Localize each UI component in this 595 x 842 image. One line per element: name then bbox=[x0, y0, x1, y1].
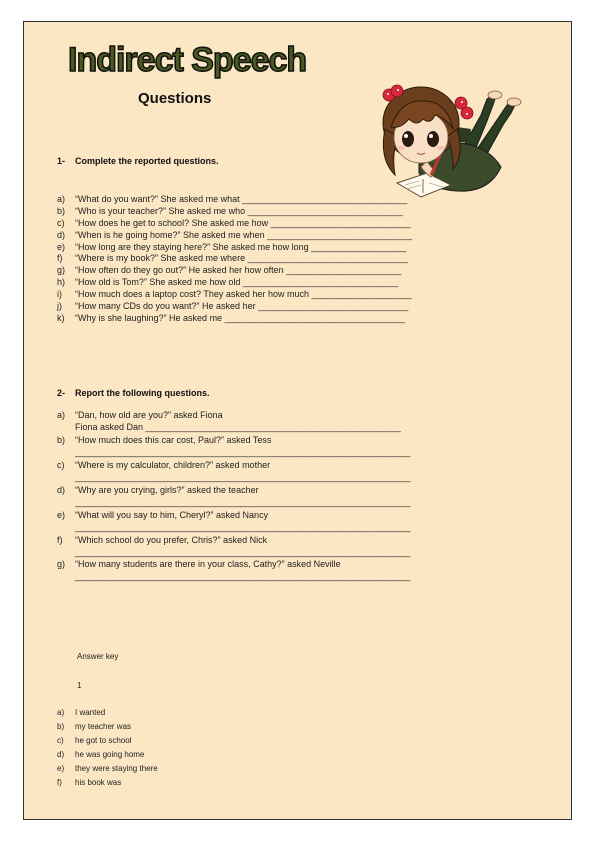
question-text: “How much does this car cost, Paul?” asked Tess bbox=[75, 435, 272, 445]
answer-line: ___________________________________________________________________ bbox=[75, 571, 411, 581]
item-letter: f) bbox=[57, 535, 63, 545]
answer-text: his book was bbox=[75, 778, 122, 787]
answer-line: Fiona asked Dan ___________________________________________________ bbox=[75, 422, 401, 432]
item-text: “How does he get to school? She asked me how ____________________________ bbox=[75, 217, 411, 228]
answer-text: he was going home bbox=[75, 750, 145, 759]
section-2-title: Report the following questions. bbox=[75, 388, 210, 398]
question-text: “Dan, how old are you?” asked Fiona bbox=[75, 410, 223, 420]
item-letter: e) bbox=[57, 764, 65, 773]
worksheet-page bbox=[23, 21, 572, 820]
item-text: “When is he going home?” She asked me when _____________________________ bbox=[75, 229, 413, 240]
item-letter: e) bbox=[57, 241, 66, 252]
answer-line: ___________________________________________________________________ bbox=[75, 447, 411, 457]
item-letter: c) bbox=[57, 460, 65, 470]
girl-reading-illustration bbox=[361, 43, 531, 213]
item-text: “How much does a laptop cost? They asked her how much ____________________ bbox=[75, 289, 412, 300]
answer-line: ___________________________________________________________________ bbox=[75, 522, 411, 532]
item-text: “How many CDs do you want?” He asked her ______________________________ bbox=[75, 301, 409, 312]
item-letter: d) bbox=[57, 229, 66, 240]
list-item bbox=[57, 277, 537, 289]
page-title: Indirect Speech bbox=[68, 41, 307, 79]
item-letter: c) bbox=[57, 736, 64, 745]
item-text: “What do you want?” She asked me what _________________________________ bbox=[75, 194, 408, 204]
item-letter: b) bbox=[57, 435, 66, 445]
section-1-title: Complete the reported questions. bbox=[75, 156, 219, 166]
item-letter: i) bbox=[57, 289, 62, 300]
answer-text: they were staying there bbox=[75, 764, 158, 773]
answer-line: ___________________________________________________________________ bbox=[75, 472, 411, 482]
item-letter: d) bbox=[57, 485, 66, 495]
section-1-number: 1- bbox=[57, 156, 66, 166]
list-item bbox=[57, 265, 537, 277]
list-item bbox=[57, 242, 537, 254]
question-text: “How many students are there in your class, Cathy?” asked Neville bbox=[75, 559, 341, 569]
question-text: “Why are you crying, girls?” asked the teacher bbox=[75, 485, 259, 495]
item-letter: a) bbox=[57, 410, 66, 420]
item-letter: b) bbox=[57, 205, 66, 216]
item-letter: a) bbox=[57, 708, 65, 717]
section-2-number: 2- bbox=[57, 388, 66, 398]
item-letter: g) bbox=[57, 265, 66, 276]
question-text: “Which school do you prefer, Chris?” asked Nick bbox=[75, 535, 268, 545]
item-letter: a) bbox=[57, 194, 66, 204]
item-letter: f) bbox=[57, 778, 62, 787]
section-2-heading bbox=[57, 388, 210, 398]
section-1-list bbox=[57, 194, 537, 325]
item-letter: h) bbox=[57, 277, 66, 288]
item-letter: j) bbox=[57, 301, 62, 312]
answer-text: my teacher was bbox=[75, 722, 132, 731]
item-text: “How often do they go out?” He asked her how often _______________________ bbox=[75, 265, 402, 276]
item-letter: e) bbox=[57, 510, 66, 520]
item-letter: d) bbox=[57, 750, 65, 759]
list-item bbox=[57, 253, 537, 265]
list-item bbox=[57, 194, 537, 206]
answer-line: ___________________________________________________________________ bbox=[75, 547, 411, 557]
answer-line: ___________________________________________________________________ bbox=[75, 497, 411, 507]
item-text: “How long are they staying here?” She asked me how long ___________________ bbox=[75, 241, 407, 252]
answer-text: I wanted bbox=[75, 708, 106, 717]
list-item bbox=[57, 289, 537, 301]
list-item bbox=[57, 301, 537, 313]
item-text: “Where is my book?” She asked me where ________________________________ bbox=[75, 253, 408, 264]
item-text: “Why is she laughing?” He asked me ____________________________________ bbox=[75, 312, 405, 323]
answer-key-section-number: 1 bbox=[77, 681, 82, 690]
item-letter: k) bbox=[57, 312, 65, 323]
item-letter: f) bbox=[57, 253, 63, 264]
item-letter: b) bbox=[57, 722, 65, 731]
item-letter: c) bbox=[57, 217, 65, 228]
list-item bbox=[57, 313, 537, 325]
list-item bbox=[57, 230, 537, 242]
answer-text: he got to school bbox=[75, 736, 132, 745]
item-text: “Who is your teacher?” She asked me who _______________________________ bbox=[75, 205, 403, 216]
page-subtitle: Questions bbox=[138, 90, 212, 107]
answer-key-title: Answer key bbox=[77, 652, 119, 661]
list-item bbox=[57, 218, 537, 230]
question-text: “Where is my calculator, children?” asked mother bbox=[75, 460, 271, 470]
section-1-heading bbox=[57, 156, 219, 166]
list-item bbox=[57, 206, 537, 218]
item-letter: g) bbox=[57, 559, 66, 569]
question-text: “What will you say to him, Cheryl?” asked Nancy bbox=[75, 510, 269, 520]
item-text: “How old is Tom?” She asked me how old _______________________________ bbox=[75, 277, 399, 288]
